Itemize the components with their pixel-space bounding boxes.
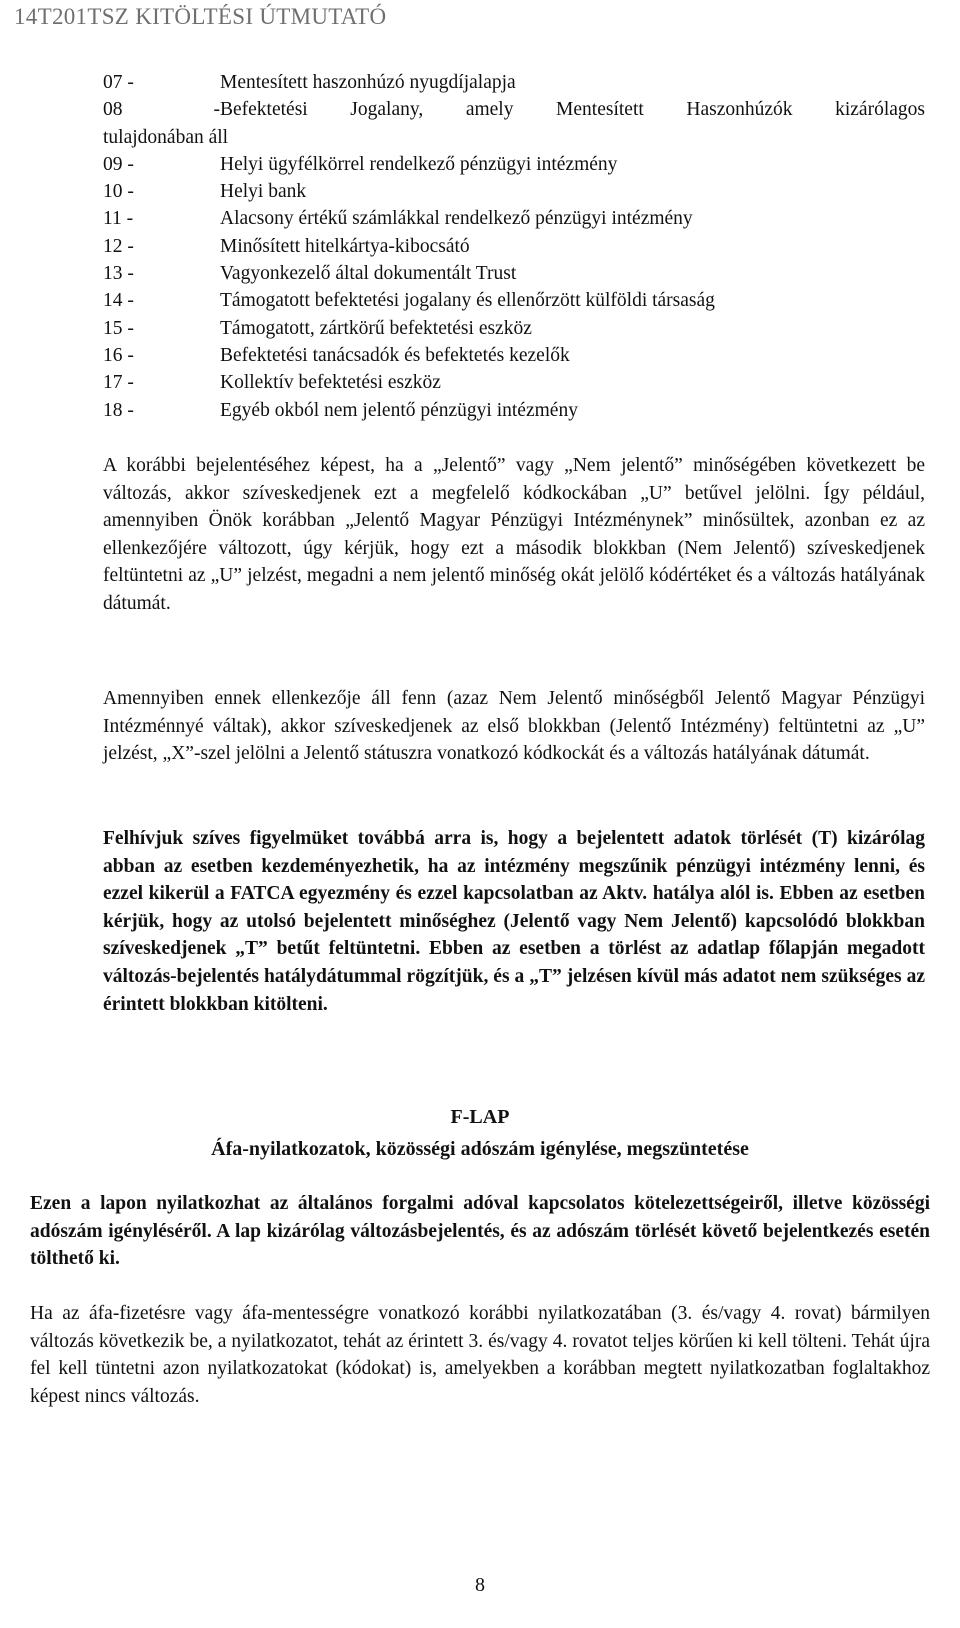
list-item	[103, 342, 925, 369]
list-item	[103, 96, 925, 151]
code-number: 14 -	[103, 290, 134, 312]
code-number: 16 -	[103, 344, 134, 366]
code-number: 10 -	[103, 181, 134, 203]
list-item	[103, 397, 925, 424]
code-number: 07 -	[103, 72, 134, 93]
code-description: Alacsony értékű számlákkal rendelkező pénzügyi intézmény	[220, 208, 693, 230]
code-list	[103, 69, 925, 424]
list-item	[103, 205, 925, 232]
paragraph-f-lap-details: Ha az áfa-fizetésre vagy áfa-mentességre vonatkozó korábbi nyilatkozatában (3. és/vagy 4. rovat) bármilyen változás következik be, a nyilatkozatot, tehát az érintett 3. és/vagy 4. rovatot teljes körűen ki kell tölteni. Tehát újra fel kell tüntetni azon nyilatkozatokat (kódokat) is, amelyekben a korábban megtett nyilatkozatban foglaltakhoz képest nincs változás.	[30, 1303, 930, 1407]
list-item	[103, 69, 925, 96]
code-number: 17 -	[103, 372, 134, 394]
code-description: Helyi bank	[220, 181, 307, 203]
paragraph-status-change: A korábbi bejelentéséhez képest, ha a „Jelentő” vagy „Nem jelentő” minőségében következett be változás, akkor szíveskedjenek ezt a megfelelő kódkockában „U” betűvel jelölni. Így például, amennyiben Önök korábban „Jelentő Magyar Pénzügyi Intézménynek” minősültek, azonban ez az ellenkezőjére változott, úgy kérjük, hogy ezt a második blokkban (Nem Jelentő) szíveskedjenek feltüntetni az „U” jelzést, megadni a nem jelentő minőség okát jelölő kódértéket és a változás hatályának dátumát.	[103, 455, 925, 614]
code-description: Befektetési Jogalany, amely Mentesített Haszonhúzók kizárólagos	[220, 99, 925, 121]
page-number: 8	[475, 1574, 485, 1596]
list-item	[103, 369, 925, 396]
list-item	[103, 178, 925, 205]
code-number: 12 -	[103, 235, 134, 257]
code-number: 13 -	[103, 263, 134, 285]
code-description: Támogatott befektetési jogalany és ellenőrzött külföldi társaság	[220, 290, 715, 312]
code-number: 15 -	[103, 317, 134, 339]
code-number: 09 -	[103, 153, 134, 175]
code-description: Befektetési tanácsadók és befektetés kezelők	[220, 344, 570, 366]
list-item	[103, 287, 925, 314]
list-item	[103, 151, 925, 178]
document-header: 14T201TSZ KITÖLTÉSI ÚTMUTATÓ	[14, 4, 387, 29]
code-description: Vagyonkezelő által dokumentált Trust	[220, 263, 517, 285]
code-number: 11 -	[103, 208, 134, 230]
section-subtitle: Áfa-nyilatkozatok, közösségi adószám igénylése, megszüntetése	[211, 1138, 749, 1160]
code-description: Helyi ügyfélkörrel rendelkező pénzügyi intézmény	[220, 153, 618, 175]
code-description: Mentesített haszonhúzó nyugdíjalapja	[220, 72, 516, 93]
paragraph-f-lap-intro: Ezen a lapon nyilatkozhat az általános forgalmi adóval kapcsolatos kötelezettségeiről, illetve közösségi adószám igényléséről. A lap kizárólag változásbejelentés, és az adószám törlését követő bejelentkezés esetén tölthető ki.	[30, 1193, 930, 1270]
code-description: Egyéb okból nem jelentő pénzügyi intézmény	[220, 399, 578, 421]
code-number: 08 -	[103, 99, 220, 121]
paragraph-deletion-notice: Felhívjuk szíves figyelmüket továbbá arra is, hogy a bejelentett adatok törlését (T) kizárólag abban az esetben kezdeményezhetik, ha az intézmény megszűnik pénzügyi intézmény lenni, és ezzel kikerül a FATCA egyezmény és ezzel kapcsolatban az Aktv. hatálya alól is. Ebben az esetben kérjük, hogy az utolsó bejelentett minőséghez (Jelentő vagy Nem Jelentő) kapcsolódó blokkban szíveskedjenek „T” betűt feltüntetni. Ebben az esetben a törlést az adatlap főlapján megadott változás-bejelentés hatálydátummal rögzítjük, és a „T” jelzésen kívül más adatot nem szükséges az érintett blokkban kitölteni.	[103, 828, 925, 1015]
paragraph-reverse-change: Amennyiben ennek ellenkezője áll fenn (azaz Nem Jelentő minőségből Jelentő Magyar Pénzügyi Intézménnyé váltak), akkor szíveskedjenek az első blokkban (Jelentő Intézmény) feltüntetni az „U” jelzést, „X”-szel jelölni a Jelentő státuszra vonatkozó kódkockát és a változás hatályának dátumát.	[103, 688, 925, 765]
code-description: Támogatott, zártkörű befektetési eszköz	[220, 317, 532, 339]
code-description-continuation: tulajdonában áll	[103, 126, 229, 148]
section-title: F-LAP	[450, 1106, 510, 1128]
list-item	[103, 315, 925, 342]
list-item	[103, 233, 925, 260]
code-description: Minősített hitelkártya-kibocsátó	[220, 235, 470, 257]
code-number: 18 -	[103, 399, 134, 421]
list-item	[103, 260, 925, 287]
code-description: Kollektív befektetési eszköz	[220, 372, 441, 394]
